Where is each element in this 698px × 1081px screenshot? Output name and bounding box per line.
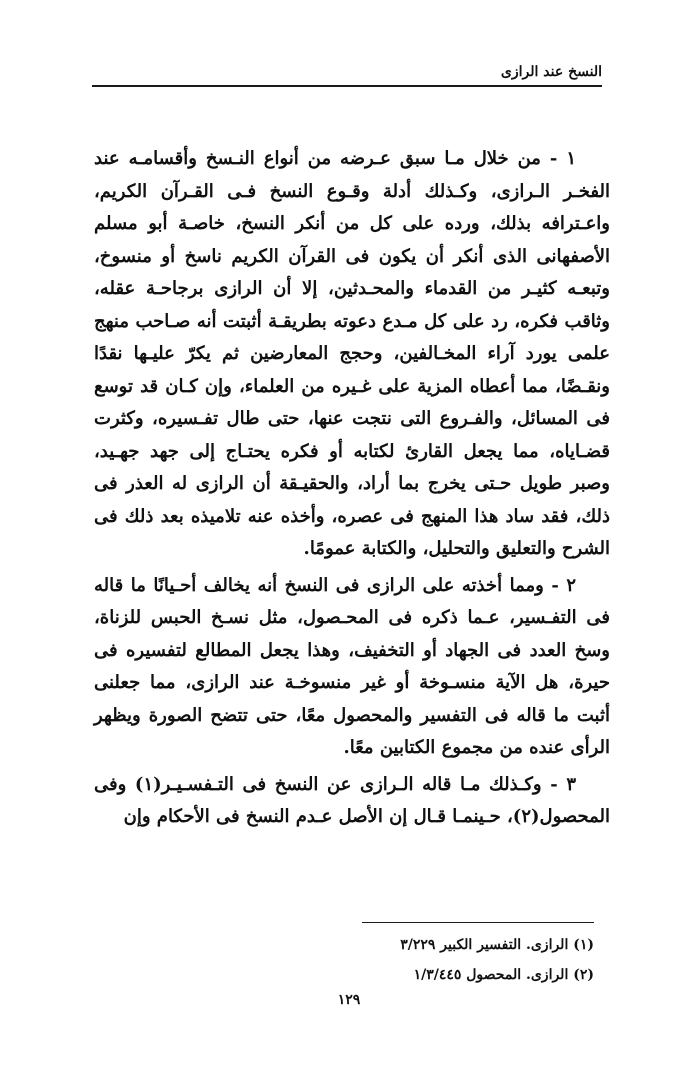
paragraph-2: ٢ - ومما أخذته على الرازى فى النسخ أنه يخالف أحـيانًا ما قاله فى التفـسير، عـما ذكره فى المحـصول، مثل نسـخ الحبس للزناة، وسخ العدد فى الجهاد أو التخفيف، وهذا يجعل المطالع لتفسيره فى حيرة، هل الآية منسـوخة أو غير منسوخـة عند الرازى، مما جعلنى أثبت ما قاله فى التفسير والمحصول معًا، حتى تتضح الصورة ويظهر الرأى عنده من مجموع الكتابين معًا. [94,574,610,758]
footnotes [94,930,594,990]
running-title: النسخ عند الرازى [500,64,602,80]
footnote-1: (١) الرازى. التفسير الكبير ٣/٢٢٩ [400,937,594,953]
header-rule [92,85,602,87]
paragraph-3: ٣ - وكـذلك مـا قاله الـرازى عن النسخ فى التـفسـيـر(١) وفى المحصول(٢)، حـينمـا قـال إن الأصل عـدم النسخ فى الأحكام وإن [94,773,610,827]
footnote-rule [362,922,594,923]
paragraph-1: ١ - من خلال مـا سبق عـرضه من أنواع النـسخ وأقسامـه عند الفخـر الـرازى، وكـذلك أدلة وقـوع النسخ فـى القـرآن الكريم، واعـترافه بذلك، ورده على كل من أنكر النسخ، خاصـة أبو مسلم الأصفهانى الذى أنكر أن يكون فى القرآن الكريم ناسخ أو منسوخ، وتبعـه كثيـر من القدماء والمحـدثين، إلا أن الرازى برجاحـة عقله، وثاقب فكره، رد على كل مـدع دعوته بطريقـة أثبتت أنه صـاحب منهج علمى يورد آراء المخـالفين، وحجج المعارضين ثم يكرّ عليـها نقدًا ونقـضًا، مما أعطاه المزية على غـيره من العلماء، وإن كـان قد توسع فى المسائل، والفـروع التى نتجت عنها، حتى طال تفـسيره، وكثرت قضـاياه، مما يجعل القارئ لكتابه أو فكره يحتـاج إلى جهد جهـيد، وصبر طويل حـتى يخرج بما أراد، والحقيـقة أن الرازى له العذر فى ذلك، فقد ساد هذا المنهج فى عصره، وأخذه عنه تلاميذه بعد ذلك فى الشرح والتعليق والتحليل، والكتابة عمومًا. [94,148,610,559]
running-header [92,62,602,88]
page-number: ١٢٩ [337,992,361,1008]
body-text [94,143,610,838]
footnote-2: (٢) الرازى. المحصول ١/٣/٤٤٥ [413,967,594,983]
